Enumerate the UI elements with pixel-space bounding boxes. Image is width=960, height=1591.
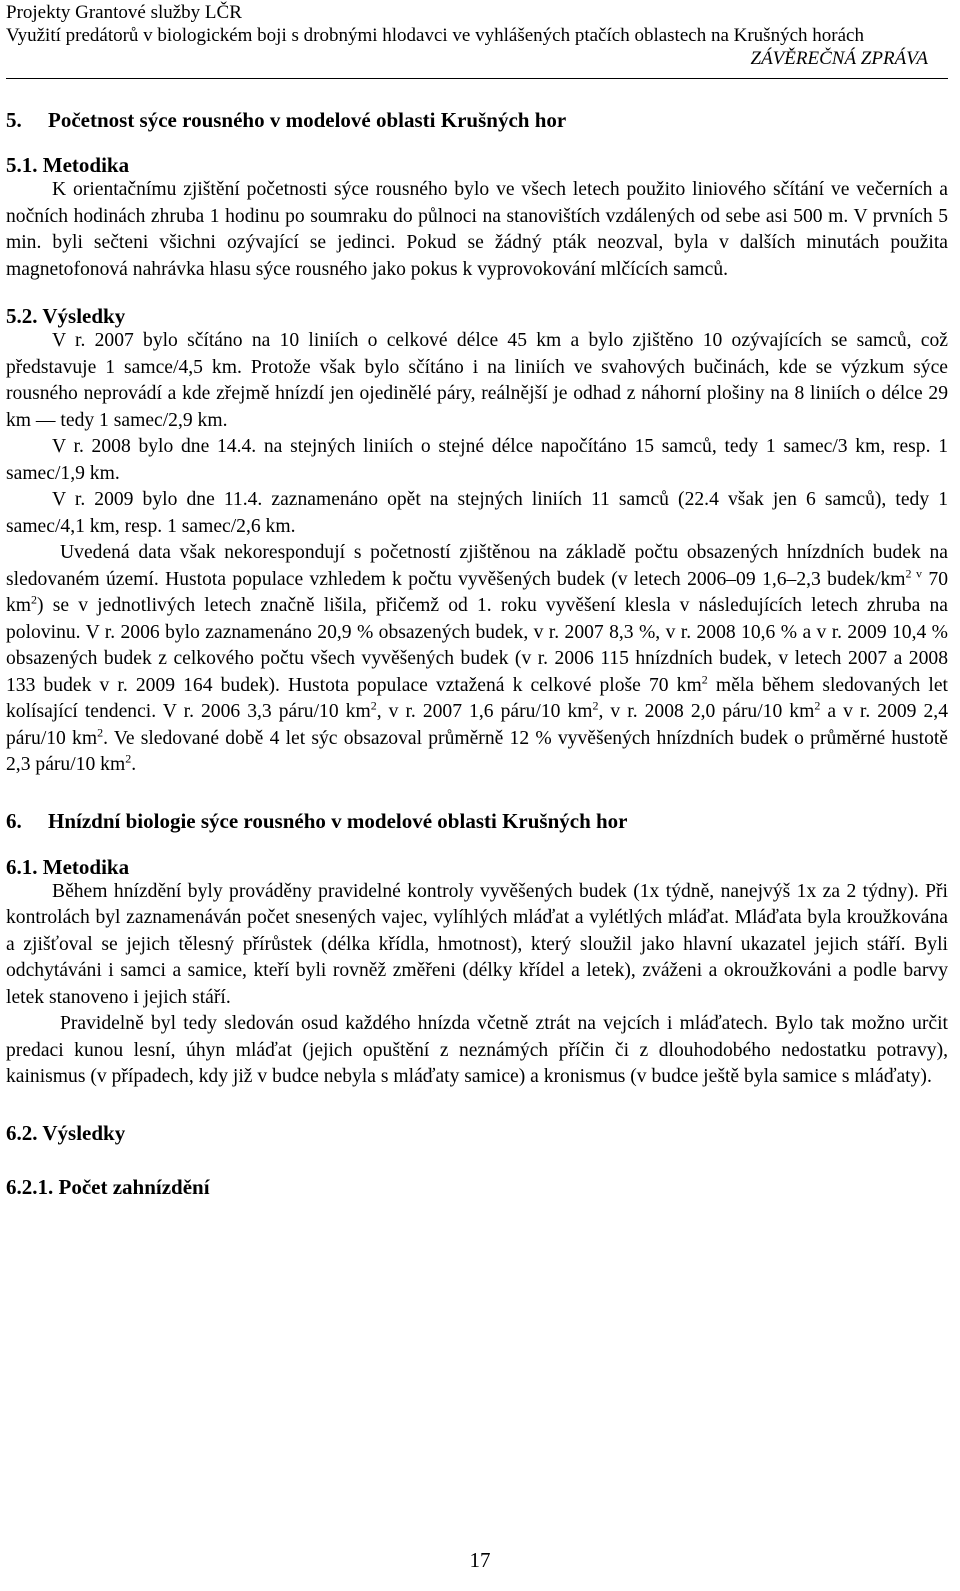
running-header <box>6 0 948 79</box>
page-number: 17 <box>469 1548 491 1572</box>
section-5-heading: 5. Početnost sýce rousného v modelové oblasti Krušných hor <box>6 108 567 132</box>
section-5-1-heading: 5.1. Metodika <box>6 153 130 177</box>
page <box>6 0 949 1199</box>
section-6-2-1-heading: 6.2.1. Počet zahnízdění <box>6 1174 210 1199</box>
header-project: Projekty Grantové služby LČR <box>6 2 242 23</box>
section-5-2-paragraph-1: V r. 2007 bylo sčítáno na 10 liniích o celkové délce 45 km a bylo zjištěno 10 ozývajících se samců, což představuje 1 samce/4,5 km. Protože však bylo sčítáno i na liniích ve svahových bučinách, kde se výzkum sýce rousného neprovádí a kde zřejmě hnízdí jen ojedinělé páry, reálnější je odhad z náhorní plošiny na 8 liniích o délce 29 km — tedy 1 samec/2,9 km. <box>6 330 948 431</box>
section-6-heading: 6. Hnízdní biologie sýce rousného v modelové oblasti Krušných hor <box>6 808 628 833</box>
section-5-2-heading: 5.2. Výsledky <box>6 304 126 328</box>
header-title: Využití predátorů v biologickém boji s drobnými hlodavci ve vyhlášených ptačích oblastech na Krušných horách <box>6 25 864 46</box>
section-6-1-heading: 6.1. Metodika <box>6 854 130 879</box>
section-5-2-paragraph-2: V r. 2008 bylo dne 14.4. na stejných liniích o stejné délce napočítáno 15 samců, tedy 1 samec/3 km, resp. 1 samec/1,9 km. <box>6 436 948 484</box>
section-5-2-paragraph-4: Uvedená data však nekorespondují s početností zjištěnou na základě počtu obsazených hnízdních budek na sledovaném území. Hustota populace vzhledem k počtu vyvěšených budek (v letech 2006–09 1,6–2,3 budek/$km^{2 v}$ 70 $km^2$) se v jednotlivých letech značně lišila, přičemž od 1. roku vyvěšení klesla v následujících letech zhruba na polovinu. V r. 2006 bylo zaznamenáno 20,9 % obsazených budek, v r. 2007 8,3 %, v r. 2008 10,6 % a v r. 2009 10,4 % obsazených budek z celkového počtu všech vyvěšených budek (v r. 2006 115 hnízdních budek, v letech 2007 a 2008 133 budek v r. 2009 164 budek). Hustota populace vztažená k celkové ploše 70 $km^2$ měla během sledovaných let kolísající tendenci. V r. 2006 3,3 páru/10 $km^2$, v r. 2007 1,6 páru/10 $km^2$, v r. 2008 2,0 páru/10 $km^2$ a v r. 2009 2,4 páru/10 $km^2$. Ve sledované době 4 let sýc obsazoval průměrně 12 % vyvěšených hnízdních budek o průměrné hustotě 2,3 páru/10 $km^2$. <box>6 542 949 775</box>
document-body <box>6 80 948 1199</box>
section-5-1-paragraph: K orientačnímu zjištění početnosti sýce rousného bylo ve všech letech použito liniového sčítání ve večerních a nočních hodinách zhruba 1 hodinu po soumraku do půlnoci na stanovištích vzdálených od sebe asi 500 m. V prvních 5 min. byli sečteni všichni ozývající se jedinci. Pokud se žádný pták neozval, byla v dalších minutách použita magnetofonová nahrávka hlasu sýce rousného jako pokus k vyprovokování mlčících samců. <box>6 179 948 280</box>
section-6-1-paragraph-1: Během hnízdění byly prováděny pravidelné kontroly vyvěšených budek (1x týdně, nanejvýš 1x za 2 týdny). Při kontrolách byl zaznamenáván počet snesených vajec, vylíhlých mláďat a vylétlých mláďat. Mláďata byla kroužkována a zjišťoval se jejich tělesný přírůstek (délka křídla, hmotnost), který sloužil jako hlavní ukazatel jejich stáří. Byli odchytáváni i samci a samice, kteří byli rovněž změřeni (délky křídel a letek), zváženi a okroužkováni a podle barvy letek stanoveno i jejich stáří. <box>6 880 948 1008</box>
section-6-2-heading: 6.2. Výsledky <box>6 1120 126 1145</box>
section-5-2-paragraph-3: V r. 2009 bylo dne 11.4. zaznamenáno opět na stejných liniích 11 samců (22.4 však jen 6 samců), tedy 1 samec/4,1 km, resp. 1 samec/2,6 km. <box>6 489 948 537</box>
header-report-type: ZÁVĚREČNÁ ZPRÁVA <box>750 48 928 69</box>
section-6-1-paragraph-2: Pravidelně byl tedy sledován osud každého hnízda včetně ztrát na vejcích i mláďatech. Bylo tak možno určit predaci kunou lesní, úhyn mláďat (jejich opuštění z neznámých příčin či z dlouhodobého nedostatku potravy), kainismus (v případech, kdy již v budce nebyla s mláďaty samice) a kronismus (v budce ještě byla samice s mláďaty). <box>6 1013 948 1087</box>
